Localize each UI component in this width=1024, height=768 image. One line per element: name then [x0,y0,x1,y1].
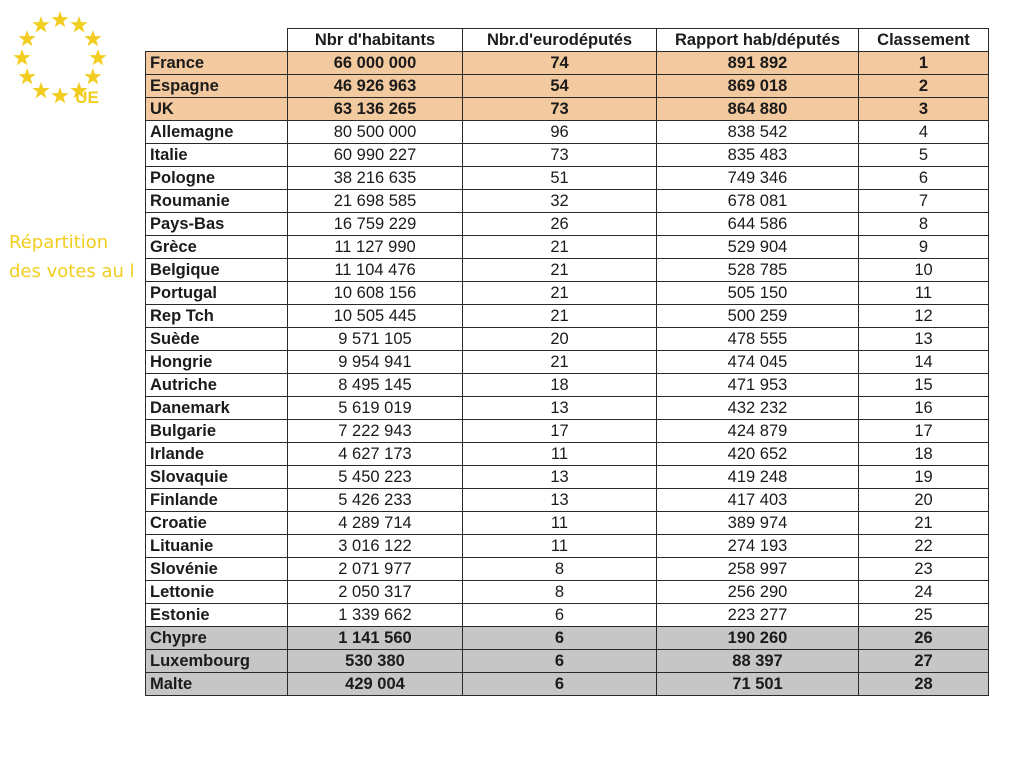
ratio-cell: 869 018 [657,75,859,98]
inhabitants-cell: 9 571 105 [288,328,463,351]
rank-cell: 23 [859,558,989,581]
country-cell: Danemark [146,397,288,420]
meps-cell: 8 [463,581,657,604]
meps-cell: 11 [463,512,657,535]
meps-cell: 13 [463,489,657,512]
table-row [146,673,989,696]
ratio-cell: 749 346 [657,167,859,190]
table-row [146,627,989,650]
table-row [146,397,989,420]
rank-cell: 5 [859,144,989,167]
header-ratio: Rapport hab/députés [657,29,859,52]
meps-cell: 51 [463,167,657,190]
ratio-cell: 71 501 [657,673,859,696]
ratio-cell: 419 248 [657,466,859,489]
side-caption-line-2: des votes au l [9,261,135,282]
table-row [146,190,989,213]
ratio-cell: 838 542 [657,121,859,144]
ratio-cell: 678 081 [657,190,859,213]
meps-cell: 73 [463,98,657,121]
ratio-cell: 505 150 [657,282,859,305]
inhabitants-cell: 5 450 223 [288,466,463,489]
inhabitants-cell: 4 289 714 [288,512,463,535]
country-cell: Portugal [146,282,288,305]
table-row [146,213,989,236]
inhabitants-cell: 5 619 019 [288,397,463,420]
ratio-cell: 528 785 [657,259,859,282]
header-meps: Nbr.d'eurodéputés [463,29,657,52]
rank-cell: 27 [859,650,989,673]
table-row [146,121,989,144]
table-row [146,259,989,282]
meps-cell: 18 [463,374,657,397]
table-row [146,535,989,558]
country-cell: Luxembourg [146,650,288,673]
inhabitants-cell: 11 104 476 [288,259,463,282]
table-row [146,604,989,627]
table-row [146,420,989,443]
table-row [146,236,989,259]
rank-cell: 19 [859,466,989,489]
rank-cell: 28 [859,673,989,696]
ratio-cell: 478 555 [657,328,859,351]
country-cell: Slovaquie [146,466,288,489]
country-cell: Malte [146,673,288,696]
side-caption-line-1: Répartition [9,232,109,253]
star-icon [84,30,101,46]
rank-cell: 8 [859,213,989,236]
meps-cell: 74 [463,52,657,75]
rank-cell: 6 [859,167,989,190]
meps-cell: 20 [463,328,657,351]
country-cell: Belgique [146,259,288,282]
meps-cell: 17 [463,420,657,443]
meps-cell: 11 [463,535,657,558]
country-cell: Lituanie [146,535,288,558]
meps-cell: 73 [463,144,657,167]
inhabitants-cell: 80 500 000 [288,121,463,144]
table-row [146,443,989,466]
country-cell: Irlande [146,443,288,466]
meps-cell: 11 [463,443,657,466]
country-cell: Finlande [146,489,288,512]
country-cell: Estonie [146,604,288,627]
star-icon [84,68,101,84]
star-icon [89,49,106,65]
rank-cell: 24 [859,581,989,604]
inhabitants-cell: 2 050 317 [288,581,463,604]
country-cell: UK [146,98,288,121]
eu-label: UE [75,88,99,107]
meps-cell: 96 [463,121,657,144]
rank-cell: 3 [859,98,989,121]
star-icon [13,49,30,65]
inhabitants-cell: 21 698 585 [288,190,463,213]
rank-cell: 18 [859,443,989,466]
country-cell: Rep Tch [146,305,288,328]
star-icon [32,16,49,32]
star-icon [32,82,49,98]
inhabitants-cell: 4 627 173 [288,443,463,466]
meps-cell: 21 [463,282,657,305]
inhabitants-cell: 10 505 445 [288,305,463,328]
inhabitants-cell: 11 127 990 [288,236,463,259]
country-cell: Bulgarie [146,420,288,443]
rank-cell: 1 [859,52,989,75]
rank-cell: 4 [859,121,989,144]
inhabitants-cell: 8 495 145 [288,374,463,397]
inhabitants-cell: 5 426 233 [288,489,463,512]
country-cell: Lettonie [146,581,288,604]
country-cell: Autriche [146,374,288,397]
country-cell: Espagne [146,75,288,98]
meps-cell: 21 [463,259,657,282]
ratio-cell: 420 652 [657,443,859,466]
header-inhabitants: Nbr d'habitants [288,29,463,52]
header-blank [146,29,288,52]
meps-cell: 21 [463,305,657,328]
ratio-cell: 891 892 [657,52,859,75]
ratio-cell: 417 403 [657,489,859,512]
star-icon [51,87,68,103]
country-cell: Hongrie [146,351,288,374]
inhabitants-cell: 38 216 635 [288,167,463,190]
rank-cell: 25 [859,604,989,627]
rank-cell: 12 [859,305,989,328]
meps-cell: 8 [463,558,657,581]
country-cell: Italie [146,144,288,167]
table-row [146,512,989,535]
meps-cell: 54 [463,75,657,98]
eu-stars-logo [10,6,110,110]
table-row [146,351,989,374]
inhabitants-cell: 1 339 662 [288,604,463,627]
star-icon [70,16,87,32]
rank-cell: 13 [859,328,989,351]
rank-cell: 9 [859,236,989,259]
country-cell: Suède [146,328,288,351]
country-cell: Allemagne [146,121,288,144]
ratio-cell: 644 586 [657,213,859,236]
ratio-cell: 389 974 [657,512,859,535]
header-row [146,29,989,52]
country-cell: Roumanie [146,190,288,213]
inhabitants-cell: 3 016 122 [288,535,463,558]
inhabitants-cell: 9 954 941 [288,351,463,374]
inhabitants-cell: 530 380 [288,650,463,673]
rank-cell: 17 [859,420,989,443]
table-row [146,581,989,604]
rank-cell: 14 [859,351,989,374]
ratio-cell: 258 997 [657,558,859,581]
side-caption [9,228,144,286]
table-row [146,305,989,328]
rank-cell: 22 [859,535,989,558]
table-row [146,374,989,397]
meps-cell: 21 [463,351,657,374]
inhabitants-cell: 16 759 229 [288,213,463,236]
ratio-cell: 274 193 [657,535,859,558]
meps-cell: 13 [463,466,657,489]
ratio-cell: 432 232 [657,397,859,420]
meps-cell: 26 [463,213,657,236]
rank-cell: 26 [859,627,989,650]
country-cell: France [146,52,288,75]
rank-cell: 21 [859,512,989,535]
rank-cell: 7 [859,190,989,213]
country-cell: Grèce [146,236,288,259]
rank-cell: 11 [859,282,989,305]
ratio-cell: 256 290 [657,581,859,604]
rank-cell: 10 [859,259,989,282]
table-row [146,328,989,351]
meps-cell: 21 [463,236,657,259]
ratio-cell: 223 277 [657,604,859,627]
ratio-cell: 190 260 [657,627,859,650]
meps-cell: 6 [463,604,657,627]
ratio-cell: 529 904 [657,236,859,259]
meps-cell: 13 [463,397,657,420]
inhabitants-cell: 60 990 227 [288,144,463,167]
rank-cell: 16 [859,397,989,420]
inhabitants-cell: 2 071 977 [288,558,463,581]
meps-cell: 6 [463,673,657,696]
ratio-cell: 424 879 [657,420,859,443]
table-row [146,144,989,167]
eu-stars-icon [10,6,110,110]
mep-distribution-table [145,28,989,696]
rank-cell: 2 [859,75,989,98]
meps-cell: 32 [463,190,657,213]
table-row [146,489,989,512]
inhabitants-cell: 7 222 943 [288,420,463,443]
inhabitants-cell: 63 136 265 [288,98,463,121]
inhabitants-cell: 429 004 [288,673,463,696]
country-cell: Chypre [146,627,288,650]
ratio-cell: 864 880 [657,98,859,121]
ratio-cell: 471 953 [657,374,859,397]
country-cell: Pays-Bas [146,213,288,236]
header-rank: Classement [859,29,989,52]
meps-cell: 6 [463,650,657,673]
meps-cell: 6 [463,627,657,650]
ratio-cell: 500 259 [657,305,859,328]
table-row [146,282,989,305]
country-cell: Pologne [146,167,288,190]
inhabitants-cell: 1 141 560 [288,627,463,650]
inhabitants-cell: 66 000 000 [288,52,463,75]
rank-cell: 20 [859,489,989,512]
star-icon [19,30,36,46]
table-row [146,167,989,190]
inhabitants-cell: 46 926 963 [288,75,463,98]
table-row [146,558,989,581]
ratio-cell: 88 397 [657,650,859,673]
ratio-cell: 474 045 [657,351,859,374]
rank-cell: 15 [859,374,989,397]
country-cell: Croatie [146,512,288,535]
table-row [146,75,989,98]
inhabitants-cell: 10 608 156 [288,282,463,305]
table-row [146,98,989,121]
star-icon [51,11,68,27]
ratio-cell: 835 483 [657,144,859,167]
table-row [146,466,989,489]
star-icon [19,68,36,84]
table-row [146,650,989,673]
country-cell: Slovénie [146,558,288,581]
table-row [146,52,989,75]
